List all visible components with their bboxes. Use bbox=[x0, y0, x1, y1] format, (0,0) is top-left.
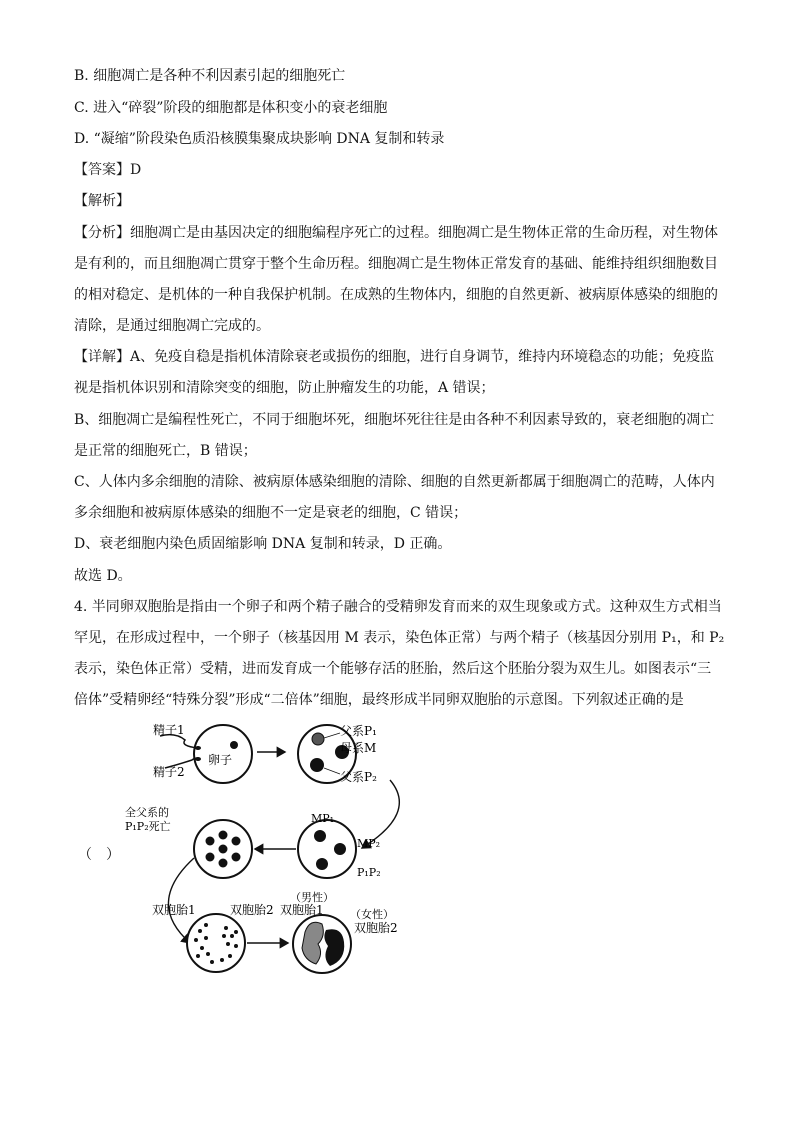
question4-line-1: 4. 半同卵双胞胎是指由一个卵子和两个精子融合的受精卵发育而来的双生现象或方式。这种双生方式相当 bbox=[74, 599, 722, 615]
detail-line-3: B、细胞凋亡是编程性死亡，不同于细胞坏死，细胞坏死往往是由各种不利因素导致的，衰老细胞的凋亡 bbox=[74, 412, 715, 428]
nucleus-p1p2 bbox=[316, 858, 328, 870]
detail-line-1: 【详解】A、免疫自稳是指机体清除衰老或损伤的细胞，进行自身调节，维持内环境稳态的功能；免疫监 bbox=[74, 349, 715, 365]
sperm-2-head bbox=[195, 757, 201, 761]
label-maternal-m: 母系M bbox=[340, 741, 377, 755]
sperm-2-label: 精子2 bbox=[153, 765, 185, 779]
label-female: （女性） bbox=[350, 908, 394, 921]
detail-line-7: D、衰老细胞内染色质固缩影响 DNA 复制和转录，D 正确。 bbox=[74, 536, 452, 552]
detail-line-6: 多余细胞和被病原体感染的细胞不一定是衰老的细胞，C 错误； bbox=[74, 505, 468, 521]
twin-formation-diagram bbox=[125, 718, 430, 984]
fenxi-line-4: 清除，是通过细胞凋亡完成的。 bbox=[74, 318, 270, 334]
label-mp2: MP₂ bbox=[357, 837, 381, 850]
embryo-cell bbox=[187, 914, 245, 972]
detail-line-5: C、人体内多余细胞的清除、被病原体感染细胞的清除、细胞的自然更新都属于细胞凋亡的范畴，人体内 bbox=[74, 474, 715, 490]
option-b: B. 细胞凋亡是各种不利因素引起的细胞死亡 bbox=[74, 68, 346, 84]
label-paternal-p1: 父系P₁ bbox=[340, 724, 377, 738]
fenxi-line-3: 的相对稳定、是机体的一种自我保护机制。在成熟的生物体内，细胞的自然更新、被病原体感染的细胞的 bbox=[74, 287, 718, 303]
fenxi-line-2: 是有利的，而且细胞凋亡贯穿于整个生命历程。细胞凋亡是生物体正常发育的基础、能维持组织细胞数目 bbox=[74, 256, 718, 272]
label-twin-2: 双胞胎2 bbox=[230, 903, 274, 917]
analysis-label: 【解析】 bbox=[74, 193, 130, 209]
egg-label: 卵子 bbox=[208, 753, 233, 767]
label-paternal-p2: 父系P₂ bbox=[340, 770, 377, 784]
detail-line-2: 视是指机体识别和清除突变的细胞，防止肿瘤发生的功能，A 错误； bbox=[74, 380, 495, 396]
question4-line-4: 倍体”受精卵经“特殊分裂”形成“二倍体”细胞，最终形成半同卵双胞胎的示意图。下列叙述正确的是 bbox=[74, 692, 684, 708]
option-d: D. “凝缩”阶段染色质沿核膜集聚成块影响 DNA 复制和转录 bbox=[74, 131, 445, 147]
label-male-twin: 双胞胎1 bbox=[280, 903, 324, 917]
answer-paren: （ ） bbox=[78, 847, 120, 863]
label-p1p2-death: P₁P₂死亡 bbox=[125, 820, 171, 833]
detail-line-4: 是正常的细胞死亡，B 错误； bbox=[74, 443, 257, 459]
fenxi-line-1: 【分析】细胞凋亡是由基因决定的细胞编程序死亡的过程。细胞凋亡是生物体正常的生命历程，对生物体 bbox=[74, 225, 718, 241]
egg-nucleus bbox=[230, 741, 238, 749]
label-all-paternal: 全父系的 bbox=[125, 806, 169, 819]
label-male: （男性） bbox=[290, 891, 334, 904]
sperm-1-label: 精子1 bbox=[153, 723, 185, 737]
label-female-twin: 双胞胎2 bbox=[354, 921, 398, 935]
option-c: C. 进入“碎裂”阶段的细胞都是体积变小的衰老细胞 bbox=[74, 100, 388, 116]
label-mp1: MP₁ bbox=[311, 812, 335, 825]
question4-line-3: 表示，染色体正常）受精，进而发育成一个能够存活的胚胎，然后这个胚胎分裂为双生儿。如图表示“三 bbox=[74, 661, 712, 677]
special-division-cell bbox=[298, 820, 356, 878]
label-twin-1: 双胞胎1 bbox=[152, 903, 196, 917]
pronucleus-p2 bbox=[310, 758, 324, 772]
detail-line-8: 故选 D。 bbox=[74, 568, 132, 584]
question4-line-2: 罕见，在形成过程中，一个卵子（核基因用 M 表示，染色体正常）与两个精子（核基因分别用 P₁，和 P₂ bbox=[74, 630, 725, 646]
nucleus-mp1 bbox=[314, 830, 326, 842]
pronucleus-p1 bbox=[312, 733, 324, 745]
label-p1p2: P₁P₂ bbox=[357, 866, 381, 879]
nucleus-mp2 bbox=[334, 843, 346, 855]
sperm-1-head bbox=[195, 746, 201, 750]
answer-label: 【答案】D bbox=[74, 162, 142, 178]
